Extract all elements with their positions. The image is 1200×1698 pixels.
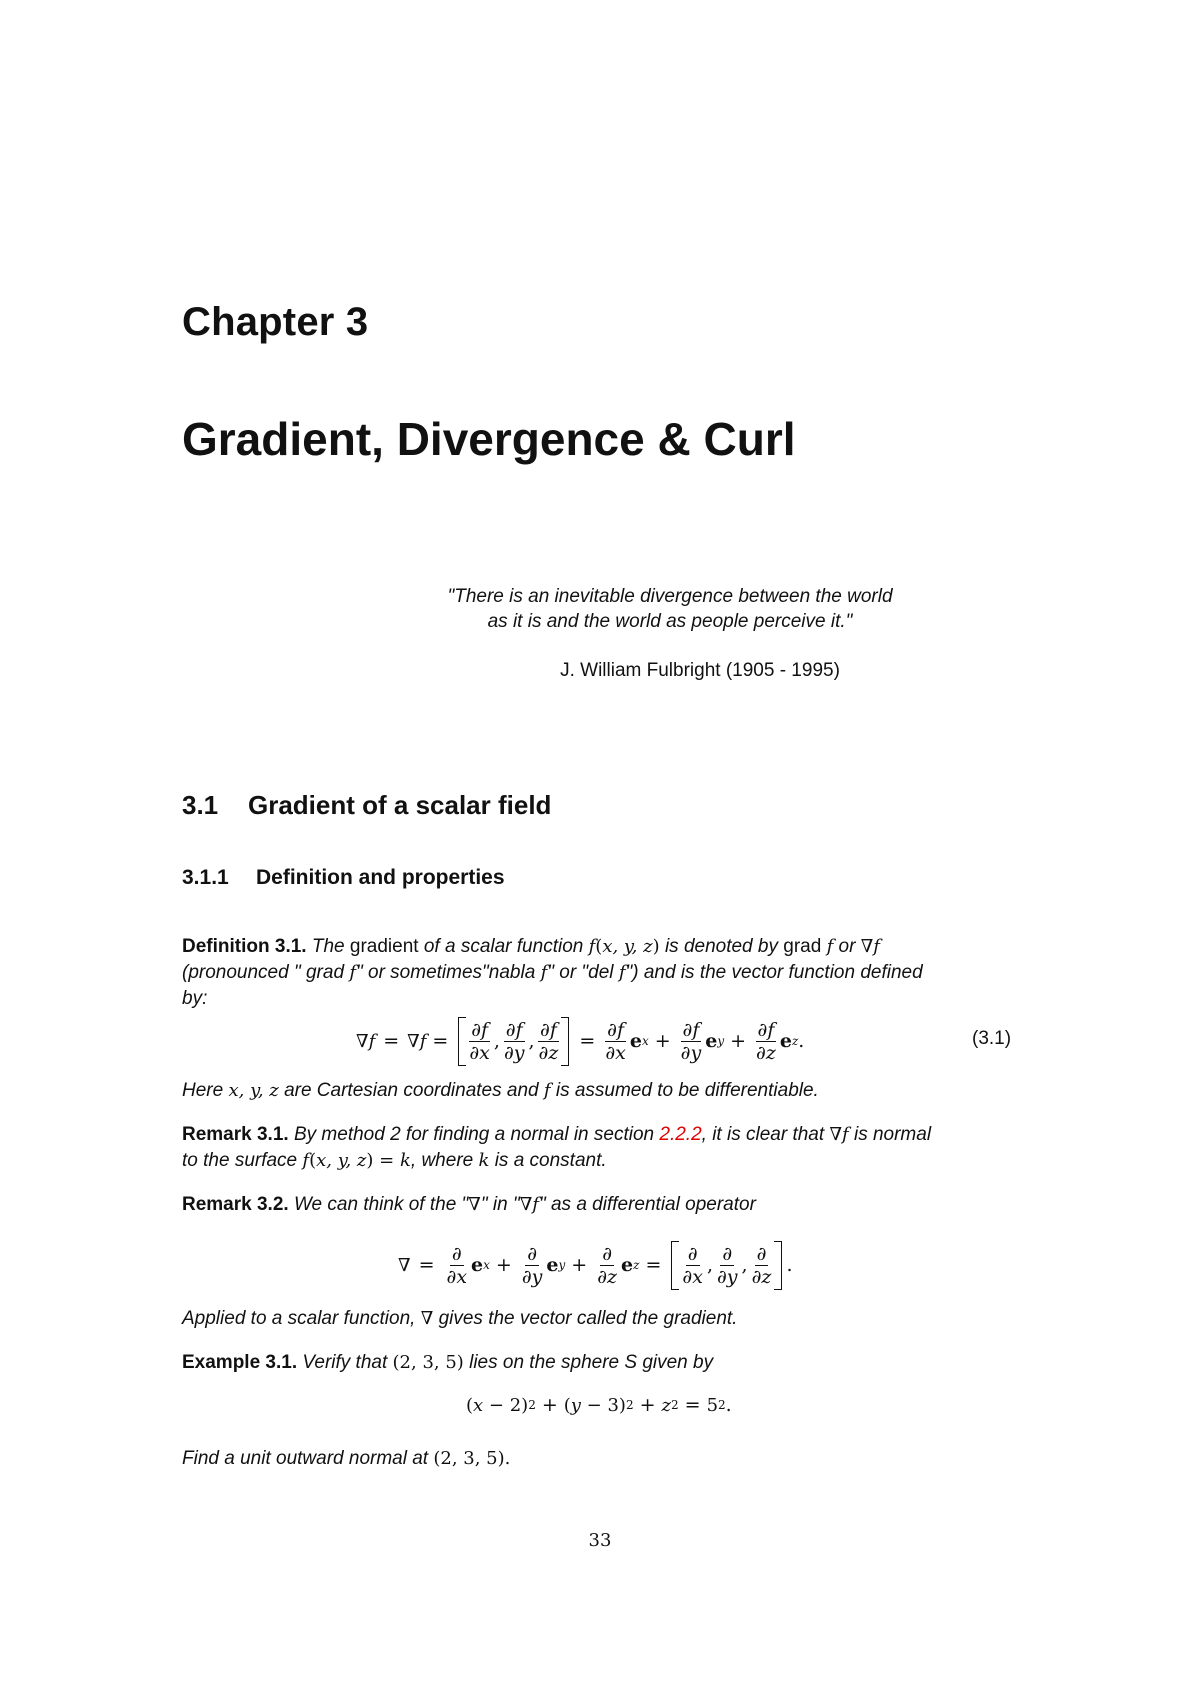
sphere-equation: ( x − 2) 2 + ( y − 3) 2 + z 2 = 5 2 . — [466, 1394, 732, 1416]
math-f: f — [419, 1030, 427, 1052]
math-k: k — [478, 1150, 490, 1171]
example-text: Verify that — [302, 1352, 388, 1373]
epigraph-line-1: "There is an inevitable divergence between the world — [447, 586, 893, 607]
example-3-1 — [182, 1350, 1022, 1376]
unit-vector: e — [629, 1030, 642, 1052]
def-text: " or "del — [547, 962, 614, 983]
partial-operator: $\frac{\partial}{\partial y}$ — [521, 1242, 543, 1288]
note-text: gives the vector called the gradient. — [438, 1308, 738, 1329]
note-text: are Cartesian coordinates and — [284, 1080, 539, 1101]
remark-text: , it is clear that — [701, 1124, 825, 1145]
remark-text: is a constant. — [494, 1150, 607, 1171]
remark-text: By method 2 for finding a normal in section — [293, 1124, 655, 1145]
def-text: is denoted by — [664, 936, 778, 957]
nabla-operator-equation: ∇ = $\frac{\partial}{\partial x}$ e x + $\frac{\partial}{\partial y}$ e y + $\frac{\partial}{\partial z}$ e z = $\frac{\partial}{\partial x}$ , $\frac{\partial}{\partial y}$ , $\frac{\partial}{\partial z}$ . — [398, 1242, 793, 1288]
equals-sign: = — [432, 1030, 449, 1052]
section-link[interactable]: 2.2.2 — [659, 1124, 702, 1145]
math-vars: x, y, z — [228, 1080, 279, 1101]
nabla-symbol: ∇ — [829, 1124, 843, 1145]
chapter-title: Gradient, Divergence & Curl — [182, 413, 796, 465]
partial-operator: $\frac{\partial}{\partial z}$ — [597, 1242, 618, 1288]
math-f: f — [618, 962, 626, 983]
math-f-xyz: f — [588, 936, 596, 957]
nabla-symbol: ∇ — [519, 1194, 533, 1215]
example-text: lies on the sphere S given by — [469, 1352, 714, 1373]
equation-3-1: ∇ f = ∇ f = $\frac{\partial f}{\partial x}$ , $\frac{\partial f}{\partial y}$ , $\frac{\partial f}{\partial z}$ = $\frac{\partial f}{\partial x}$ e x + $\frac{\partial f}{\partial y}$ e y + $\frac{\partial f}{\partial z}$ e z . — [356, 1018, 805, 1064]
note-text: Here — [182, 1080, 224, 1101]
remark-text: , where — [410, 1150, 474, 1171]
definition-paragraph — [182, 934, 1022, 1012]
def-text: or — [838, 936, 856, 957]
remark-label: Remark 3.1. — [182, 1124, 289, 1145]
unit-vector: e — [779, 1030, 792, 1052]
remark-text: " in " — [480, 1194, 520, 1215]
math-f: f — [349, 962, 356, 983]
remark-text: is normal — [853, 1124, 932, 1145]
here-note — [182, 1078, 1022, 1104]
def-text: (pronounced " grad — [182, 962, 345, 983]
nabla-symbol: ∇ — [860, 936, 874, 957]
def-text: The — [311, 936, 345, 957]
subsection-title: Definition and properties — [256, 866, 505, 889]
find-normal-text — [182, 1446, 1022, 1472]
nabla-symbol: ∇ — [356, 1030, 369, 1052]
nabla-symbol: ∇ — [420, 1308, 434, 1329]
partial-fraction: $\frac{\partial f}{\partial z}$ — [538, 1018, 559, 1064]
bracket-vector: $\frac{\partial f}{\partial x}$ , $\frac{\partial f}{\partial y}$ , $\frac{\partial f}{\partial z}$ — [458, 1017, 569, 1066]
definition-label: Definition 3.1. — [182, 936, 307, 957]
def-text: by: — [182, 988, 208, 1009]
def-text: " or sometimes"nabla — [355, 962, 536, 983]
def-text: ") and is the vector function defined — [625, 962, 923, 983]
remark-text: " as a differential operator — [538, 1194, 756, 1215]
math-point: (2, 3, 5) — [392, 1352, 464, 1373]
math-args: ( — [595, 936, 603, 957]
note-text: Applied to a scalar function, — [182, 1308, 416, 1329]
example-label: Example 3.1. — [182, 1352, 298, 1373]
partial-operator: $\frac{\partial}{\partial x}$ — [446, 1242, 468, 1288]
unit-vector: e — [705, 1030, 718, 1052]
partial-fraction: $\frac{\partial f}{\partial x}$ — [605, 1018, 626, 1064]
math-f: f — [540, 962, 548, 983]
remark-3-2 — [182, 1192, 1022, 1218]
math-f: f — [543, 1080, 551, 1101]
subsection-number: 3.1.1 — [182, 866, 229, 889]
equation-number: (3.1) — [972, 1028, 1012, 1049]
remark-label: Remark 3.2. — [182, 1194, 289, 1215]
math-f: f — [532, 1194, 539, 1215]
partial-fraction: $\frac{\partial f}{\partial z}$ — [756, 1018, 776, 1064]
math-f: f — [368, 1030, 376, 1052]
math-surface: f — [302, 1150, 310, 1171]
partial-fraction: $\frac{\partial f}{\partial x}$ — [469, 1018, 490, 1064]
bracket-vector: $\frac{\partial}{\partial x}$ , $\frac{\partial}{\partial y}$ , $\frac{\partial}{\partial z}$ — [671, 1241, 782, 1290]
math-f: f — [873, 936, 880, 957]
epigraph-line-2: as it is and the world as people perceive it." — [487, 611, 853, 632]
math-var: x, y, z — [602, 936, 653, 957]
math-paren: ) — [652, 936, 660, 957]
section-title: Gradient of a scalar field — [248, 790, 552, 820]
chapter-label: Chapter 3 — [182, 300, 369, 344]
nabla-symbol: ∇ — [398, 1254, 411, 1276]
example-text: Find a unit outward normal at — [182, 1448, 429, 1469]
remark-text: We can think of the " — [293, 1194, 469, 1215]
remark-3-1: Remark 3.1. By method 2 for finding a normal in section 2.2.2, it is clear that ∇f is normal to the surface f(x, y, z) = k, where k is a constant. — [182, 1124, 932, 1171]
note-text: is assumed to be differentiable. — [555, 1080, 819, 1101]
epigraph-attribution: J. William Fulbright (1905 - 1995) — [560, 660, 840, 681]
equals-sign: = — [579, 1030, 596, 1052]
def-term-grad: grad — [783, 936, 822, 957]
def-term-gradient: gradient — [349, 936, 419, 957]
math-f: f — [826, 936, 834, 957]
applied-note — [182, 1306, 1022, 1332]
partial-fraction: $\frac{\partial f}{\partial y}$ — [680, 1018, 702, 1064]
equals-sign: = — [383, 1030, 400, 1052]
section-heading — [182, 790, 551, 821]
math-point: (2, 3, 5). — [433, 1448, 511, 1469]
section-number: 3.1 — [182, 790, 219, 820]
def-text: of a scalar function — [423, 936, 584, 957]
nabla-symbol: ∇ — [468, 1194, 481, 1215]
partial-fraction: $\frac{\partial f}{\partial y}$ — [503, 1018, 525, 1064]
remark-text: to the surface — [182, 1150, 298, 1171]
math-f: f — [842, 1124, 849, 1145]
page-number: 33 — [588, 1530, 612, 1551]
nabla-symbol: ∇ — [407, 1030, 420, 1052]
subsection-heading — [182, 866, 505, 890]
